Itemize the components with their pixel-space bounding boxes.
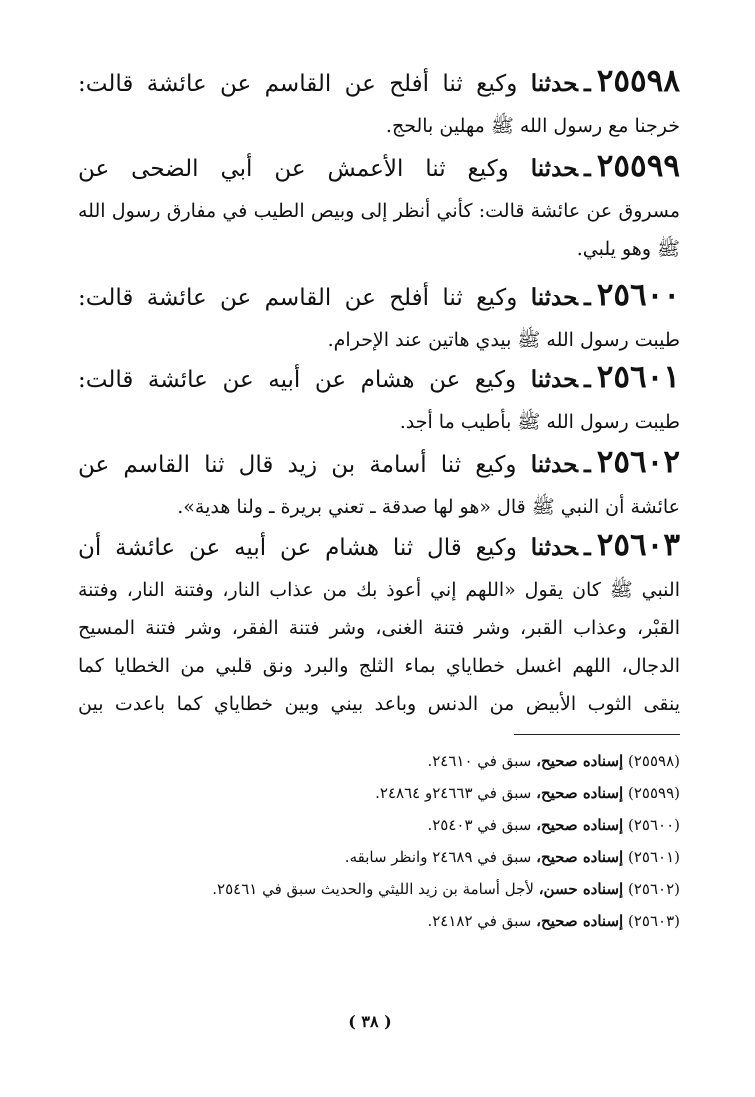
footnote-text: سبق في ٢٤٦٦٣و ٢٤٨٦٤. (375, 784, 532, 802)
narration-keyword: حدثنا (530, 534, 578, 561)
dash-separator: ـ (583, 284, 591, 311)
footnote-grade: إسناده صحيح، (536, 752, 624, 770)
hadith-number: ٢٥٥٩٩ (596, 148, 681, 184)
hadith-number: ٢٥٦٠١ (596, 359, 680, 395)
hadith-25602 (78, 439, 680, 522)
footnote-ref: (٢٥٦٠٢) (627, 880, 680, 898)
hadith-chain-text: وكيع ثنا أفلح عن القاسم عن عائشة قالت: (78, 71, 518, 97)
hadith-chain-text: وكيع ثنا أفلح عن القاسم عن عائشة قالت: (78, 285, 518, 311)
narration-keyword: حدثنا (530, 284, 578, 311)
hadith-chain-text: وكيع ثنا الأعمش عن أبي الضحى عن (78, 156, 509, 182)
hadith-text-line: طيبت رسول الله ﷺ بيدي هاتين عند الإحرام. (327, 329, 680, 351)
footnote (150, 745, 680, 777)
dash-separator: ـ (583, 451, 591, 478)
hadith-25598 (78, 58, 680, 143)
footnote-text: لأجل أسامة بن زيد الليثي والحديث سبق في ٢٥٤٦١. (212, 880, 534, 898)
dash-separator: ـ (583, 70, 591, 97)
hadith-25603 (78, 522, 680, 723)
narration-keyword: حدثنا (530, 70, 578, 97)
narration-keyword: حدثنا (530, 366, 578, 393)
footnote (150, 809, 680, 841)
footnote-grade: إسناده صحيح، (536, 848, 624, 866)
hadith-first-line (78, 58, 680, 107)
footnote-ref: (٢٥٦٠٣) (627, 912, 680, 930)
hadith-25601 (78, 354, 680, 439)
hadith-number: ٢٥٥٩٨ (596, 63, 680, 99)
footnote-ref: (٢٥٦٠٠) (627, 816, 680, 834)
hadith-chain-text: وكيع عن هشام عن أبيه عن عائشة قالت: (78, 367, 517, 393)
footnote-grade: إسناده صحيح، (536, 912, 624, 930)
dash-separator: ـ (583, 534, 591, 561)
dash-separator: ـ (584, 155, 591, 182)
hadith-text-line: طيبت رسول الله ﷺ بأطيب ما أجد. (399, 411, 680, 433)
hadith-text-line: مسروق عن عائشة قالت: كأني أنظر إلى وبيص الطيب في مفارق رسول الله (78, 200, 680, 222)
hadith-text-line: ﷺ وهو يلبي. (576, 238, 680, 260)
hadith-chain-text: وكيع قال ثنا هشام عن أبيه عن عائشة أن (78, 535, 517, 561)
hadith-text-body (78, 58, 680, 723)
hadith-number: ٢٥٦٠٢ (596, 444, 680, 480)
hadith-text-line: خرجنا مع رسول الله ﷺ مهلين بالحج. (385, 115, 680, 137)
hadith-text-line: الدجال، اللهم اغسل خطاياي بماء الثلج والبرد ونق قلبي من الخطايا كما (78, 655, 680, 677)
narration-keyword: حدثنا (530, 451, 578, 478)
hadith-text-line: عائشة أن النبي ﷺ قال «هو لها صدقة ـ تعني بريرة ـ ولنا هدية». (177, 496, 680, 518)
footnote-ref: (٢٥٦٠١) (627, 848, 680, 866)
footnotes (150, 745, 680, 937)
footnote (150, 905, 680, 937)
hadith-text-line: ينقى الثوب الأبيض من الدنس وباعد بيني وبين خطاياي كما باعدت بين (78, 693, 680, 715)
footnote (150, 777, 680, 809)
hadith-25599 (78, 143, 680, 272)
hadith-first-line (78, 354, 680, 403)
hadith-text-line: النبي ﷺ كان يقول «اللهم إني أعوذ بك من عذاب النار، وفتنة النار، وفتنة (78, 579, 680, 601)
footnote-text: سبق في ٢٤٦٨٩ وانظر سابقه. (344, 848, 532, 866)
hadith-text-line: القبْر، وعذاب القبر، وشر فتنة الغنى، وشر فتنة الفقر، وشر فتنة المسيح (78, 617, 680, 639)
hadith-25600 (78, 272, 680, 354)
dash-separator: ـ (583, 366, 591, 393)
narration-keyword: حدثنا (530, 155, 578, 182)
hadith-first-line (78, 143, 680, 192)
hadith-first-line (78, 439, 680, 488)
footnote-grade: إسناده صحيح، (536, 784, 624, 802)
footnote (150, 873, 680, 905)
hadith-number: ٢٥٦٠٠ (596, 277, 680, 313)
footnote-text: سبق في ٢٤٦١٠. (427, 752, 532, 770)
footnote-grade: إسناده حسن، (538, 880, 624, 898)
footnote-text: سبق في ٢٤١٨٢. (427, 912, 532, 930)
hadith-first-line (78, 272, 680, 321)
footnote-ref: (٢٥٥٩٩) (627, 784, 680, 802)
hadith-number: ٢٥٦٠٣ (596, 527, 680, 563)
hadith-first-line (78, 522, 680, 571)
footnote-divider (514, 734, 680, 735)
footnote (150, 841, 680, 873)
footnote-grade: إسناده صحيح، (536, 816, 624, 834)
footnote-text: سبق في ٢٥٤٠٣. (427, 816, 532, 834)
footnote-ref: (٢٥٥٩٨) (627, 752, 680, 770)
page-number: ( ٣٨ ) (348, 1012, 392, 1031)
hadith-chain-text: وكيع ثنا أسامة بن زيد قال ثنا القاسم عن (78, 452, 517, 478)
